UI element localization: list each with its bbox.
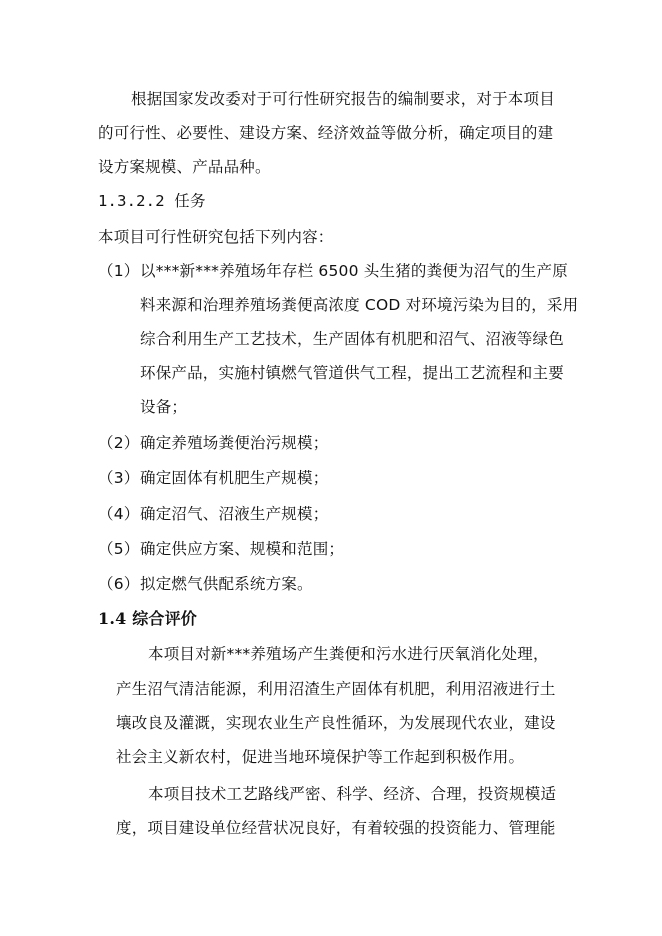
intro-line-1: 根据国家发改委对于可行性研究报告的编制要求，对于本项目 (131, 90, 555, 108)
list-item-1-line-5: 设备； (140, 398, 188, 416)
list-item-4-line-1: 确定沼气、沼液生产规模； (140, 505, 329, 523)
evaluation-p2-line-1: 本项目技术工艺路线严密、科学、经济、合理，投资规模适 (148, 785, 557, 803)
list-item-marker-2: （2） (98, 434, 140, 452)
evaluation-p1-line-2: 产生沼气清洁能源，利用沼渣生产固体有机肥，利用沼液进行土 (116, 680, 556, 698)
list-item-marker-6: （6） (98, 575, 140, 593)
evaluation-p1-line-4: 社会主义新农村，促进当地环境保护等工作起到积极作用。 (116, 748, 525, 766)
section-heading-1-3-2-2: 1.3.2.2 任务 (98, 192, 206, 210)
evaluation-p2-line-2: 度，项目建设单位经营状况良好，有着较强的投资能力、管理能 (116, 819, 556, 837)
list-item-marker-1: （1） (98, 262, 140, 280)
list-item-1-line-1: 以***新***养殖场年存栏 6500 头生猪的粪便为沼气的生产原 (140, 262, 568, 280)
list-item-5-line-1: 确定供应方案、规模和范围； (140, 540, 345, 558)
section-lead: 本项目可行性研究包括下列内容： (98, 228, 334, 246)
list-item-3-line-1: 确定固体有机肥生产规模； (140, 469, 329, 487)
list-item-6-line-1: 拟定燃气供配系统方案。 (140, 575, 313, 593)
evaluation-p1-line-1: 本项目对新***养殖场产生粪便和污水进行厌氧消化处理， (148, 645, 549, 663)
list-item-1-line-2: 料来源和治理养殖场粪便高浓度 COD 对环境污染为目的，采用 (140, 296, 579, 314)
intro-line-3: 设方案规模、产品品种。 (98, 158, 271, 176)
list-item-marker-3: （3） (98, 469, 140, 487)
list-item-marker-4: （4） (98, 505, 140, 523)
section-heading-1-4: 1.4 综合评价 (98, 609, 198, 628)
list-item-2-line-1: 确定养殖场粪便治污规模； (140, 434, 329, 452)
intro-line-2: 的可行性、必要性、建设方案、经济效益等做分析，确定项目的建 (98, 124, 554, 142)
evaluation-p1-line-3: 壤改良及灌溉，实现农业生产良性循环，为发展现代农业，建设 (116, 714, 556, 732)
list-item-1-line-3: 综合利用生产工艺技术，生产固体有机肥和沼气、沼液等绿色 (140, 330, 564, 348)
list-item-marker-5: （5） (98, 540, 140, 558)
list-item-1-line-4: 环保产品，实施村镇燃气管道供气工程，提出工艺流程和主要 (140, 364, 564, 382)
